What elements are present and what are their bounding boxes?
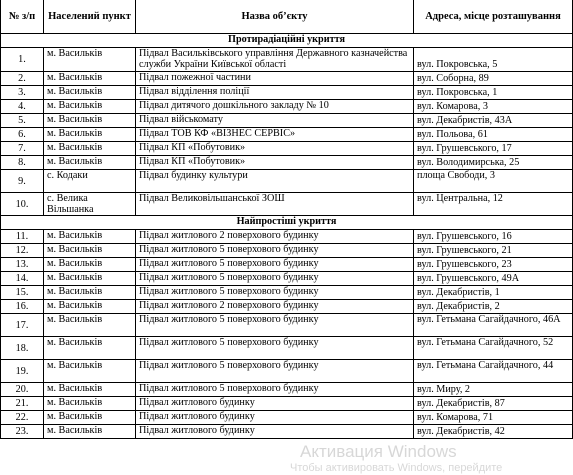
- row-name: Підвал КП «Побутовик»: [136, 142, 414, 156]
- row-address: площа Свободи, 3: [414, 170, 573, 193]
- row-name: Підвал дитячого дошкільного закладу № 10: [136, 100, 414, 114]
- table-row: [1, 244, 573, 258]
- row-address: вул. Соборна, 89: [414, 72, 573, 86]
- row-place: м. Васильків: [44, 100, 136, 114]
- row-name: Підвал житлового 5 поверхового будинку: [136, 337, 414, 360]
- row-name: Підвал будинку культури: [136, 170, 414, 193]
- row-num: 16.: [1, 300, 44, 314]
- row-num: 22.: [1, 411, 44, 425]
- row-place: м. Васильків: [44, 72, 136, 86]
- row-name: Підвал житлового 5 поверхового будинку: [136, 244, 414, 258]
- row-name: Підвал відділення поліції: [136, 86, 414, 100]
- row-address: вул. Гетьмана Сагайдачного, 46А: [414, 314, 573, 337]
- header-address: Адреса, місце розташування: [414, 0, 573, 34]
- table-row: [1, 411, 573, 425]
- row-address: вул. Декабристів, 87: [414, 397, 573, 411]
- row-num: 1.: [1, 48, 44, 72]
- section-title-simple: Найпростіші укриття: [1, 216, 573, 230]
- row-address: вул. Володимирська, 25: [414, 156, 573, 170]
- row-num: 18.: [1, 337, 44, 360]
- row-address: вул. Гетьмана Сагайдачного, 52: [414, 337, 573, 360]
- row-num: 12.: [1, 244, 44, 258]
- row-address: вул. Декабристів, 2: [414, 300, 573, 314]
- header-num: № з/п: [1, 0, 44, 34]
- row-address: вул. Гетьмана Сагайдачного, 44: [414, 360, 573, 383]
- table-row: [1, 170, 573, 193]
- row-name: Підвал житлового будинку: [136, 411, 414, 425]
- section-title-radiation: Протирадіаційні укриття: [1, 34, 573, 48]
- row-place: м. Васильків: [44, 230, 136, 244]
- row-place: м. Васильків: [44, 360, 136, 383]
- section-row: [1, 34, 573, 48]
- row-place: м. Васильків: [44, 337, 136, 360]
- table-row: [1, 128, 573, 142]
- row-num: 23.: [1, 425, 44, 439]
- row-address: вул. Комарова, 71: [414, 411, 573, 425]
- row-num: 7.: [1, 142, 44, 156]
- row-name: Підвал КП «Побутовик»: [136, 156, 414, 170]
- row-place: м. Васильків: [44, 314, 136, 337]
- table-row: [1, 314, 573, 337]
- row-num: 21.: [1, 397, 44, 411]
- row-num: 9.: [1, 170, 44, 193]
- row-address: вул. Грушевського, 17: [414, 142, 573, 156]
- row-name: Підвал житлового 5 поверхового будинку: [136, 286, 414, 300]
- row-num: 20.: [1, 383, 44, 397]
- row-name: Підвал житлового 5 поверхового будинку: [136, 360, 414, 383]
- row-num: 15.: [1, 286, 44, 300]
- row-place: с. Велика Вільшанка: [44, 193, 136, 216]
- row-address: вул. Миру, 2: [414, 383, 573, 397]
- row-name: Підвал військомату: [136, 114, 414, 128]
- table-row: [1, 286, 573, 300]
- row-address: вул. Грушевського, 49А: [414, 272, 573, 286]
- row-num: 5.: [1, 114, 44, 128]
- row-name: Підвал житлового 5 поверхового будинку: [136, 272, 414, 286]
- row-place: м. Васильків: [44, 244, 136, 258]
- row-name: Підвал житлового будинку: [136, 425, 414, 439]
- row-name: Підвал ТОВ КФ «ВІЗНЕС СЕРВІС»: [136, 128, 414, 142]
- row-place: м. Васильків: [44, 300, 136, 314]
- row-address: вул. Комарова, 3: [414, 100, 573, 114]
- row-place: м. Васильків: [44, 86, 136, 100]
- table-row: [1, 337, 573, 360]
- row-name: Підвал житлового 5 поверхового будинку: [136, 314, 414, 337]
- table-row: [1, 360, 573, 383]
- table-row: [1, 258, 573, 272]
- row-num: 3.: [1, 86, 44, 100]
- table-row: [1, 156, 573, 170]
- table-row: [1, 300, 573, 314]
- row-num: 4.: [1, 100, 44, 114]
- table-row: [1, 193, 573, 216]
- row-num: 14.: [1, 272, 44, 286]
- row-num: 6.: [1, 128, 44, 142]
- header-row: [1, 0, 573, 34]
- row-place: м. Васильків: [44, 142, 136, 156]
- row-place: с. Кодаки: [44, 170, 136, 193]
- table-row: [1, 100, 573, 114]
- row-address: вул. Декабристів, 1: [414, 286, 573, 300]
- row-place: м. Васильків: [44, 258, 136, 272]
- row-place: м. Васильків: [44, 383, 136, 397]
- row-name: Підвал житлового 2 поверхового будинку: [136, 300, 414, 314]
- table-row: [1, 86, 573, 100]
- row-place: м. Васильків: [44, 156, 136, 170]
- row-name: Підвал Васильківського управління Державного казначейства служби України Київської області: [136, 48, 414, 72]
- table-row: [1, 142, 573, 156]
- table-row: [1, 48, 573, 72]
- windows-activation-hint: Чтобы активировать Windows, перейдите: [290, 462, 503, 474]
- header-name: Назва об’єкту: [136, 0, 414, 34]
- row-address: вул. Покровська, 5: [414, 48, 573, 72]
- table-row: [1, 114, 573, 128]
- row-name: Підвал житлового будинку: [136, 397, 414, 411]
- table-row: [1, 397, 573, 411]
- row-num: 2.: [1, 72, 44, 86]
- row-num: 10.: [1, 193, 44, 216]
- row-num: 11.: [1, 230, 44, 244]
- table-row: [1, 425, 573, 439]
- row-place: м. Васильків: [44, 286, 136, 300]
- windows-activation-watermark: Активация Windows: [300, 442, 457, 461]
- row-address: вул. Польова, 61: [414, 128, 573, 142]
- row-address: вул. Грушевського, 16: [414, 230, 573, 244]
- row-name: Підвал пожежної частини: [136, 72, 414, 86]
- row-name: Підвал житлового 2 поверхового будинку: [136, 230, 414, 244]
- row-place: м. Васильків: [44, 48, 136, 72]
- table-row: [1, 230, 573, 244]
- row-place: м. Васильків: [44, 272, 136, 286]
- table-row: [1, 72, 573, 86]
- row-num: 17.: [1, 314, 44, 337]
- row-place: м. Васильків: [44, 114, 136, 128]
- row-name: Підвал Великовільшанської ЗОШ: [136, 193, 414, 216]
- row-address: вул. Декабристів, 43А: [414, 114, 573, 128]
- row-num: 13.: [1, 258, 44, 272]
- row-address: вул. Центральна, 12: [414, 193, 573, 216]
- row-address: вул. Покровська, 1: [414, 86, 573, 100]
- row-num: 19.: [1, 360, 44, 383]
- section-row: [1, 216, 573, 230]
- row-place: м. Васильків: [44, 397, 136, 411]
- row-name: Підвал житлового 5 поверхового будинку: [136, 258, 414, 272]
- row-place: м. Васильків: [44, 128, 136, 142]
- row-place: м. Васильків: [44, 425, 136, 439]
- table-row: [1, 272, 573, 286]
- row-address: вул. Декабристів, 42: [414, 425, 573, 439]
- row-num: 8.: [1, 156, 44, 170]
- row-place: м. Васильків: [44, 411, 136, 425]
- table-row: [1, 383, 573, 397]
- row-address: вул. Грушевського, 23: [414, 258, 573, 272]
- header-place: Населений пункт: [44, 0, 136, 34]
- row-address: вул. Грушевського, 21: [414, 244, 573, 258]
- row-name: Підвал житлового 5 поверхового будинку: [136, 383, 414, 397]
